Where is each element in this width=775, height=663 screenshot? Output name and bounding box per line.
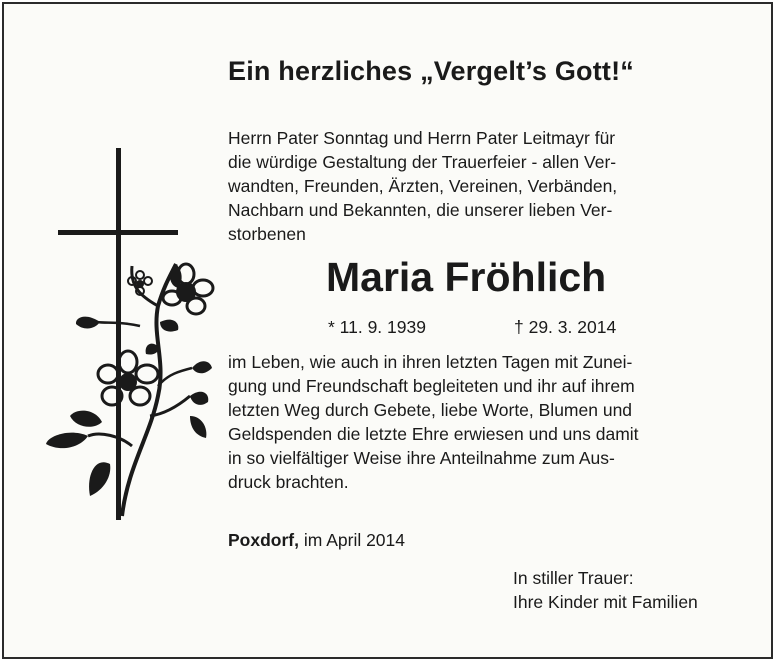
signature-line-2: Ihre Kinder mit Familien [513, 592, 698, 612]
place-date-line [228, 530, 405, 551]
place-name: Poxdorf, [228, 530, 299, 550]
signature-block [513, 566, 698, 614]
birth-date: * 11. 9. 1939 [328, 317, 426, 337]
headline: Ein herzliches „Vergelt’s Gott!“ [228, 56, 634, 86]
date-text: im April 2014 [298, 530, 406, 550]
death-date: † 29. 3. 2014 [514, 317, 617, 337]
body-paragraph: im Leben, wie auch in ihren letzten Tagen mit Zunei- gung und Freundschaft begleiteten und ihr auf ihrem letzten Weg durch Gebete, liebe Worte, Blumen und Geldspenden die letzte Ehre erwiesen und uns damit in so vielfältiger Weise ihre Anteilnahme zum Aus- druck brachten. [228, 352, 639, 492]
intro-paragraph: Herrn Pater Sonntag und Herrn Pater Leitmayr für die würdige Gestaltung der Trauerfeier - allen Ver- wandten, Freunden, Ärzten, Vereinen, Verbänden, Nachbarn und Bekannten, die unserer lieben Ver- storbenen [228, 128, 618, 244]
obituary-notice [2, 2, 773, 659]
signature-line-1: In stiller Trauer: [513, 568, 634, 588]
cross-with-flowers-icon [40, 146, 220, 526]
deceased-name: Maria Fröhlich [326, 254, 607, 300]
